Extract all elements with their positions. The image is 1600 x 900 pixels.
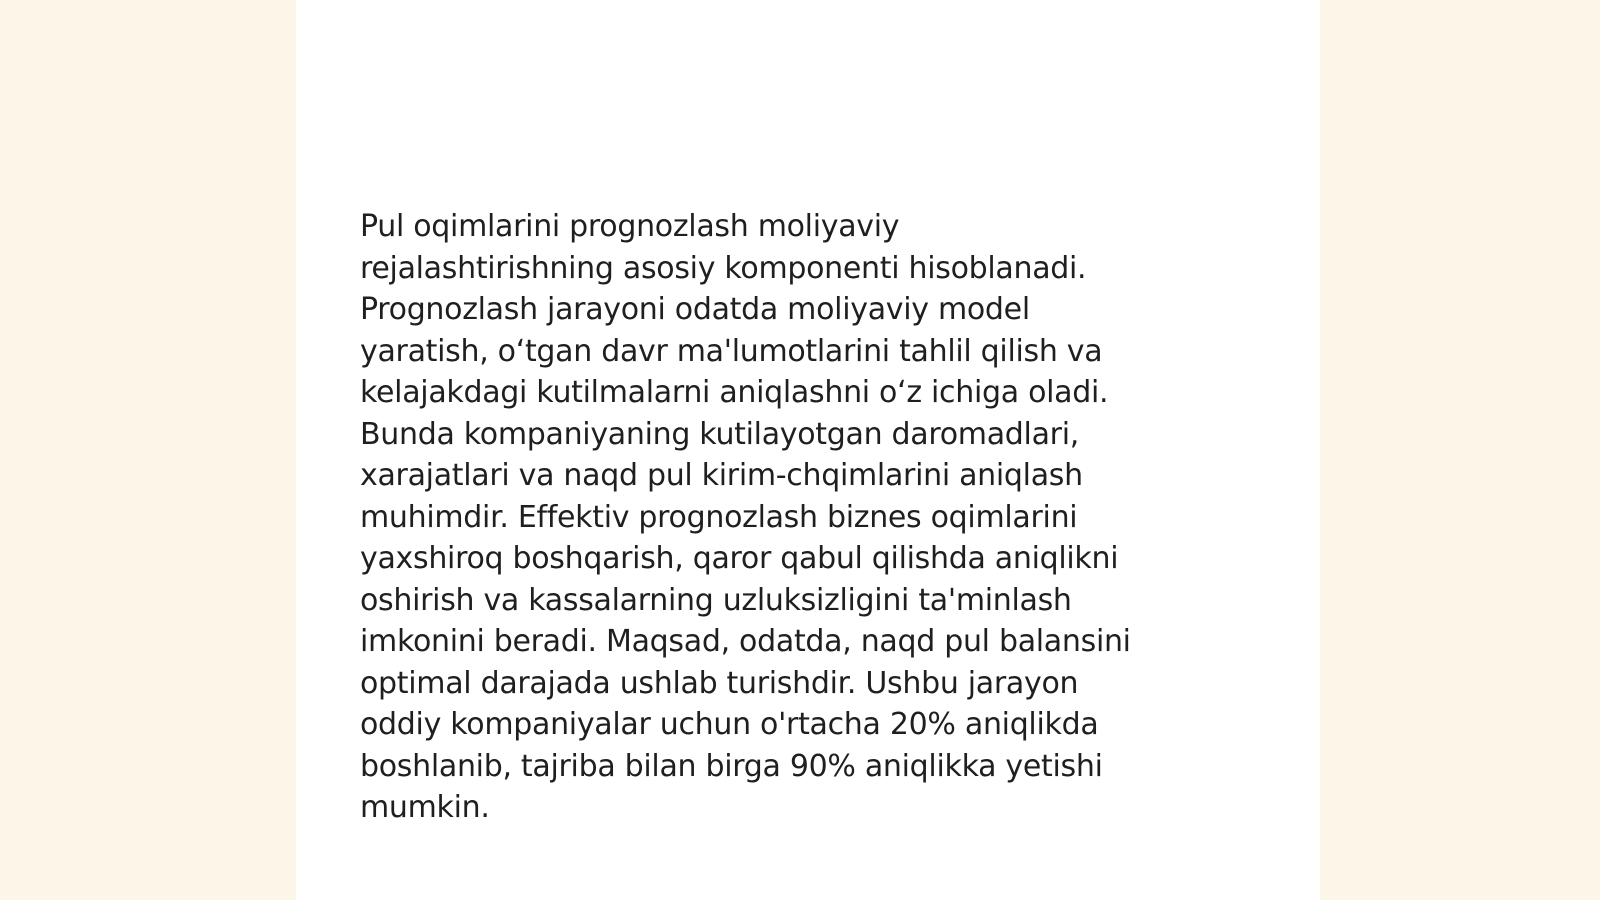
paragraph-line: Prognozlash jarayoni odatda moliyaviy model <box>360 292 1030 327</box>
paragraph-line: kelajakdagi kutilmalarni aniqlashni o‘z ichiga oladi. <box>360 375 1109 410</box>
paragraph-line: imkonini beradi. Maqsad, odatda, naqd pul balansini <box>360 624 1131 659</box>
paragraph-line: yaratish, o‘tgan davr ma'lumotlarini tahlil qilish va <box>360 333 1103 369</box>
paragraph-line: boshlanib, tajriba bilan birga 90% aniqlikka yetishi <box>360 748 1103 784</box>
paragraph-line: rejalashtirishning asosiy komponenti hisoblanadi. <box>360 250 1087 286</box>
paragraph-line: muhimdir. Effektiv prognozlash biznes oqimlarini <box>360 499 1078 535</box>
paragraph-line: xarajatlari va naqd pul kirim-chqimlarini aniqlash <box>360 458 1083 493</box>
document-page <box>296 0 1320 900</box>
paragraph-line: Bunda kompaniyaning kutilayotgan daromadlari, <box>360 416 1079 452</box>
paragraph-line: optimal darajada ushlab turishdir. Ushbu jarayon <box>360 665 1079 701</box>
paragraph-line: oddiy kompaniyalar uchun o'rtacha 20% aniqlikda <box>360 707 1099 742</box>
paragraph-line: yaxshiroq boshqarish, qaror qabul qilishda aniqlikni <box>360 541 1119 576</box>
paragraph-line: oshirish va kassalarning uzluksizligini ta'minlash <box>360 582 1072 618</box>
paragraph-line: Pul oqimlarini prognozlash moliyaviy <box>360 209 900 244</box>
paragraph-line: mumkin. <box>360 790 490 825</box>
body-paragraph <box>360 206 1230 829</box>
